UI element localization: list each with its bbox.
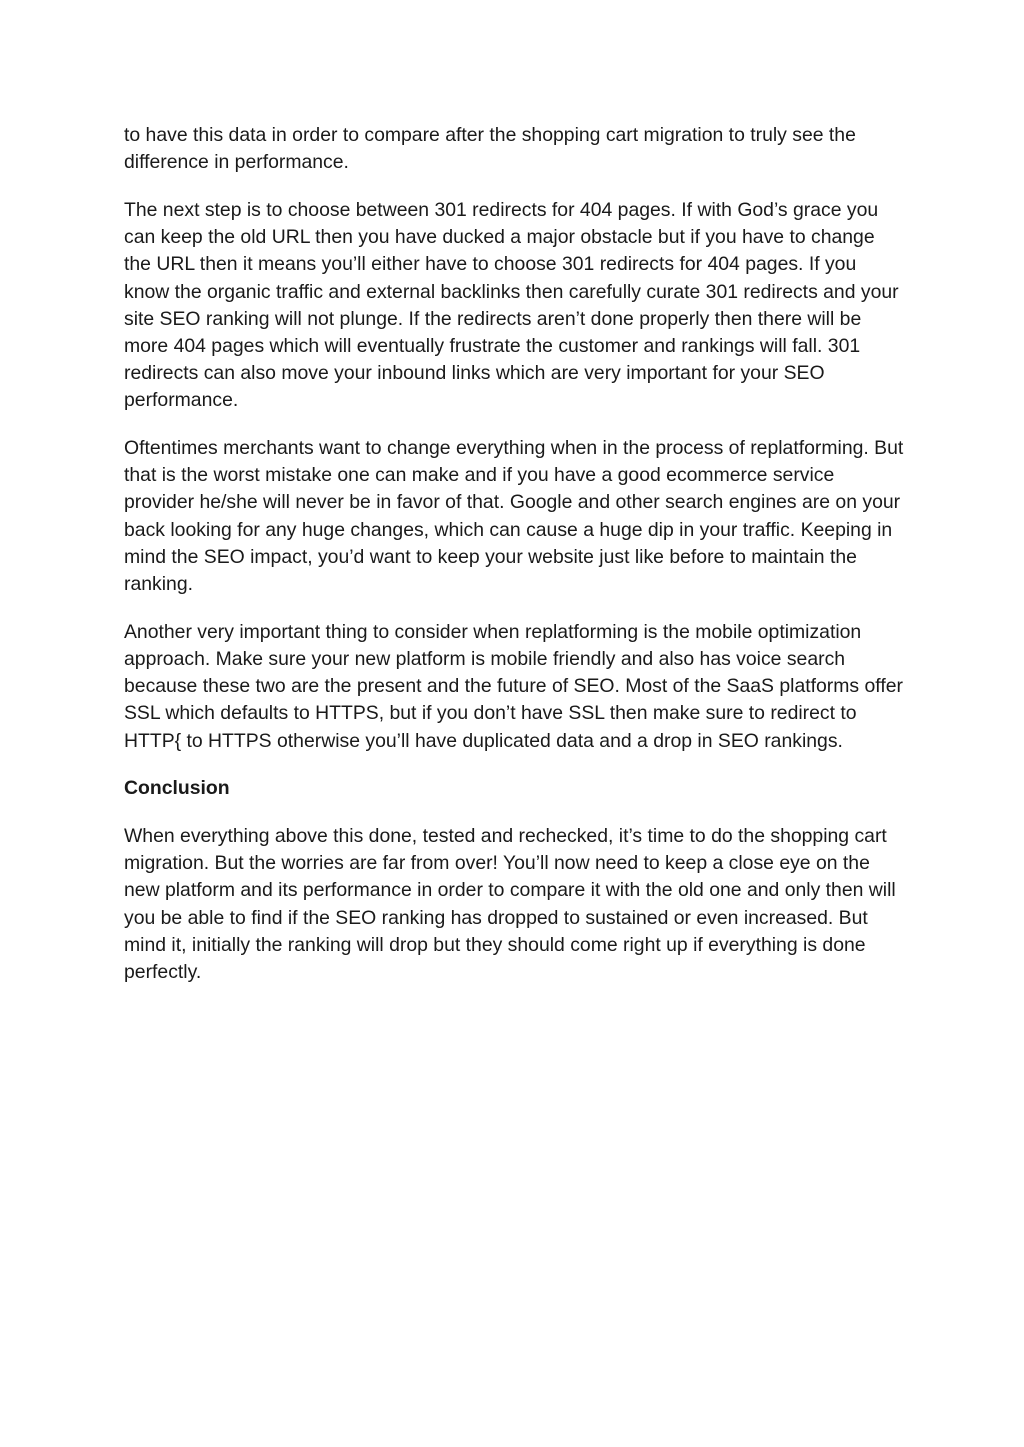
document-page — [124, 122, 904, 1007]
paragraph-replatforming-changes: Oftentimes merchants want to change everything when in the process of replatforming. But that is the worst mistake one can make and if you have a good ecommerce service provider he/she will never be in favor of that. Google and other search engines are on your back looking for any huge changes, which can cause a huge dip in your traffic. Keeping in mind the SEO impact, you’d want to keep your website just like before to maintain the ranking. — [124, 437, 904, 596]
conclusion-heading: Conclusion — [124, 777, 230, 800]
paragraph-mobile-optimization: Another very important thing to consider when replatforming is the mobile optimization approach. Make sure your new platform is mobile friendly and also has voice search because these two are the present and the future of SEO. Most of the SaaS platforms offer SSL which defaults to HTTPS, but if you don’t have SSL then make sure to redirect to HTTP{ to HTTPS otherwise you’ll have duplicated data and a drop in SEO rankings. — [124, 620, 903, 752]
paragraph-301-redirects: The next step is to choose between 301 redirects for 404 pages. If with God’s grace you can keep the old URL then you have ducked a major obstacle but if you have to change the URL then it means you’ll either have to choose 301 redirects for 404 pages. If you know the organic traffic and external backlinks then carefully curate 301 redirects and your site SEO ranking will not plunge. If the redirects aren’t done properly then there will be more 404 pages which will eventually frustrate the customer and rankings will fall. 301 redirects can also move your inbound links which are very important for your SEO performance. — [124, 198, 899, 412]
paragraph-performance-data: to have this data in order to compare after the shopping cart migration to truly see the difference in performance. — [124, 124, 856, 174]
paragraph-conclusion: When everything above this done, tested and rechecked, it’s time to do the shopping cart migration. But the worries are far from over! You’ll now need to keep a close eye on the new platform and its performance in order to compare it with the old one and only then will you be able to find if the SEO ranking has dropped to sustained or even increased. But mind it, initially the ranking will drop but they should come right up if everything is done perfectly. — [124, 824, 896, 983]
